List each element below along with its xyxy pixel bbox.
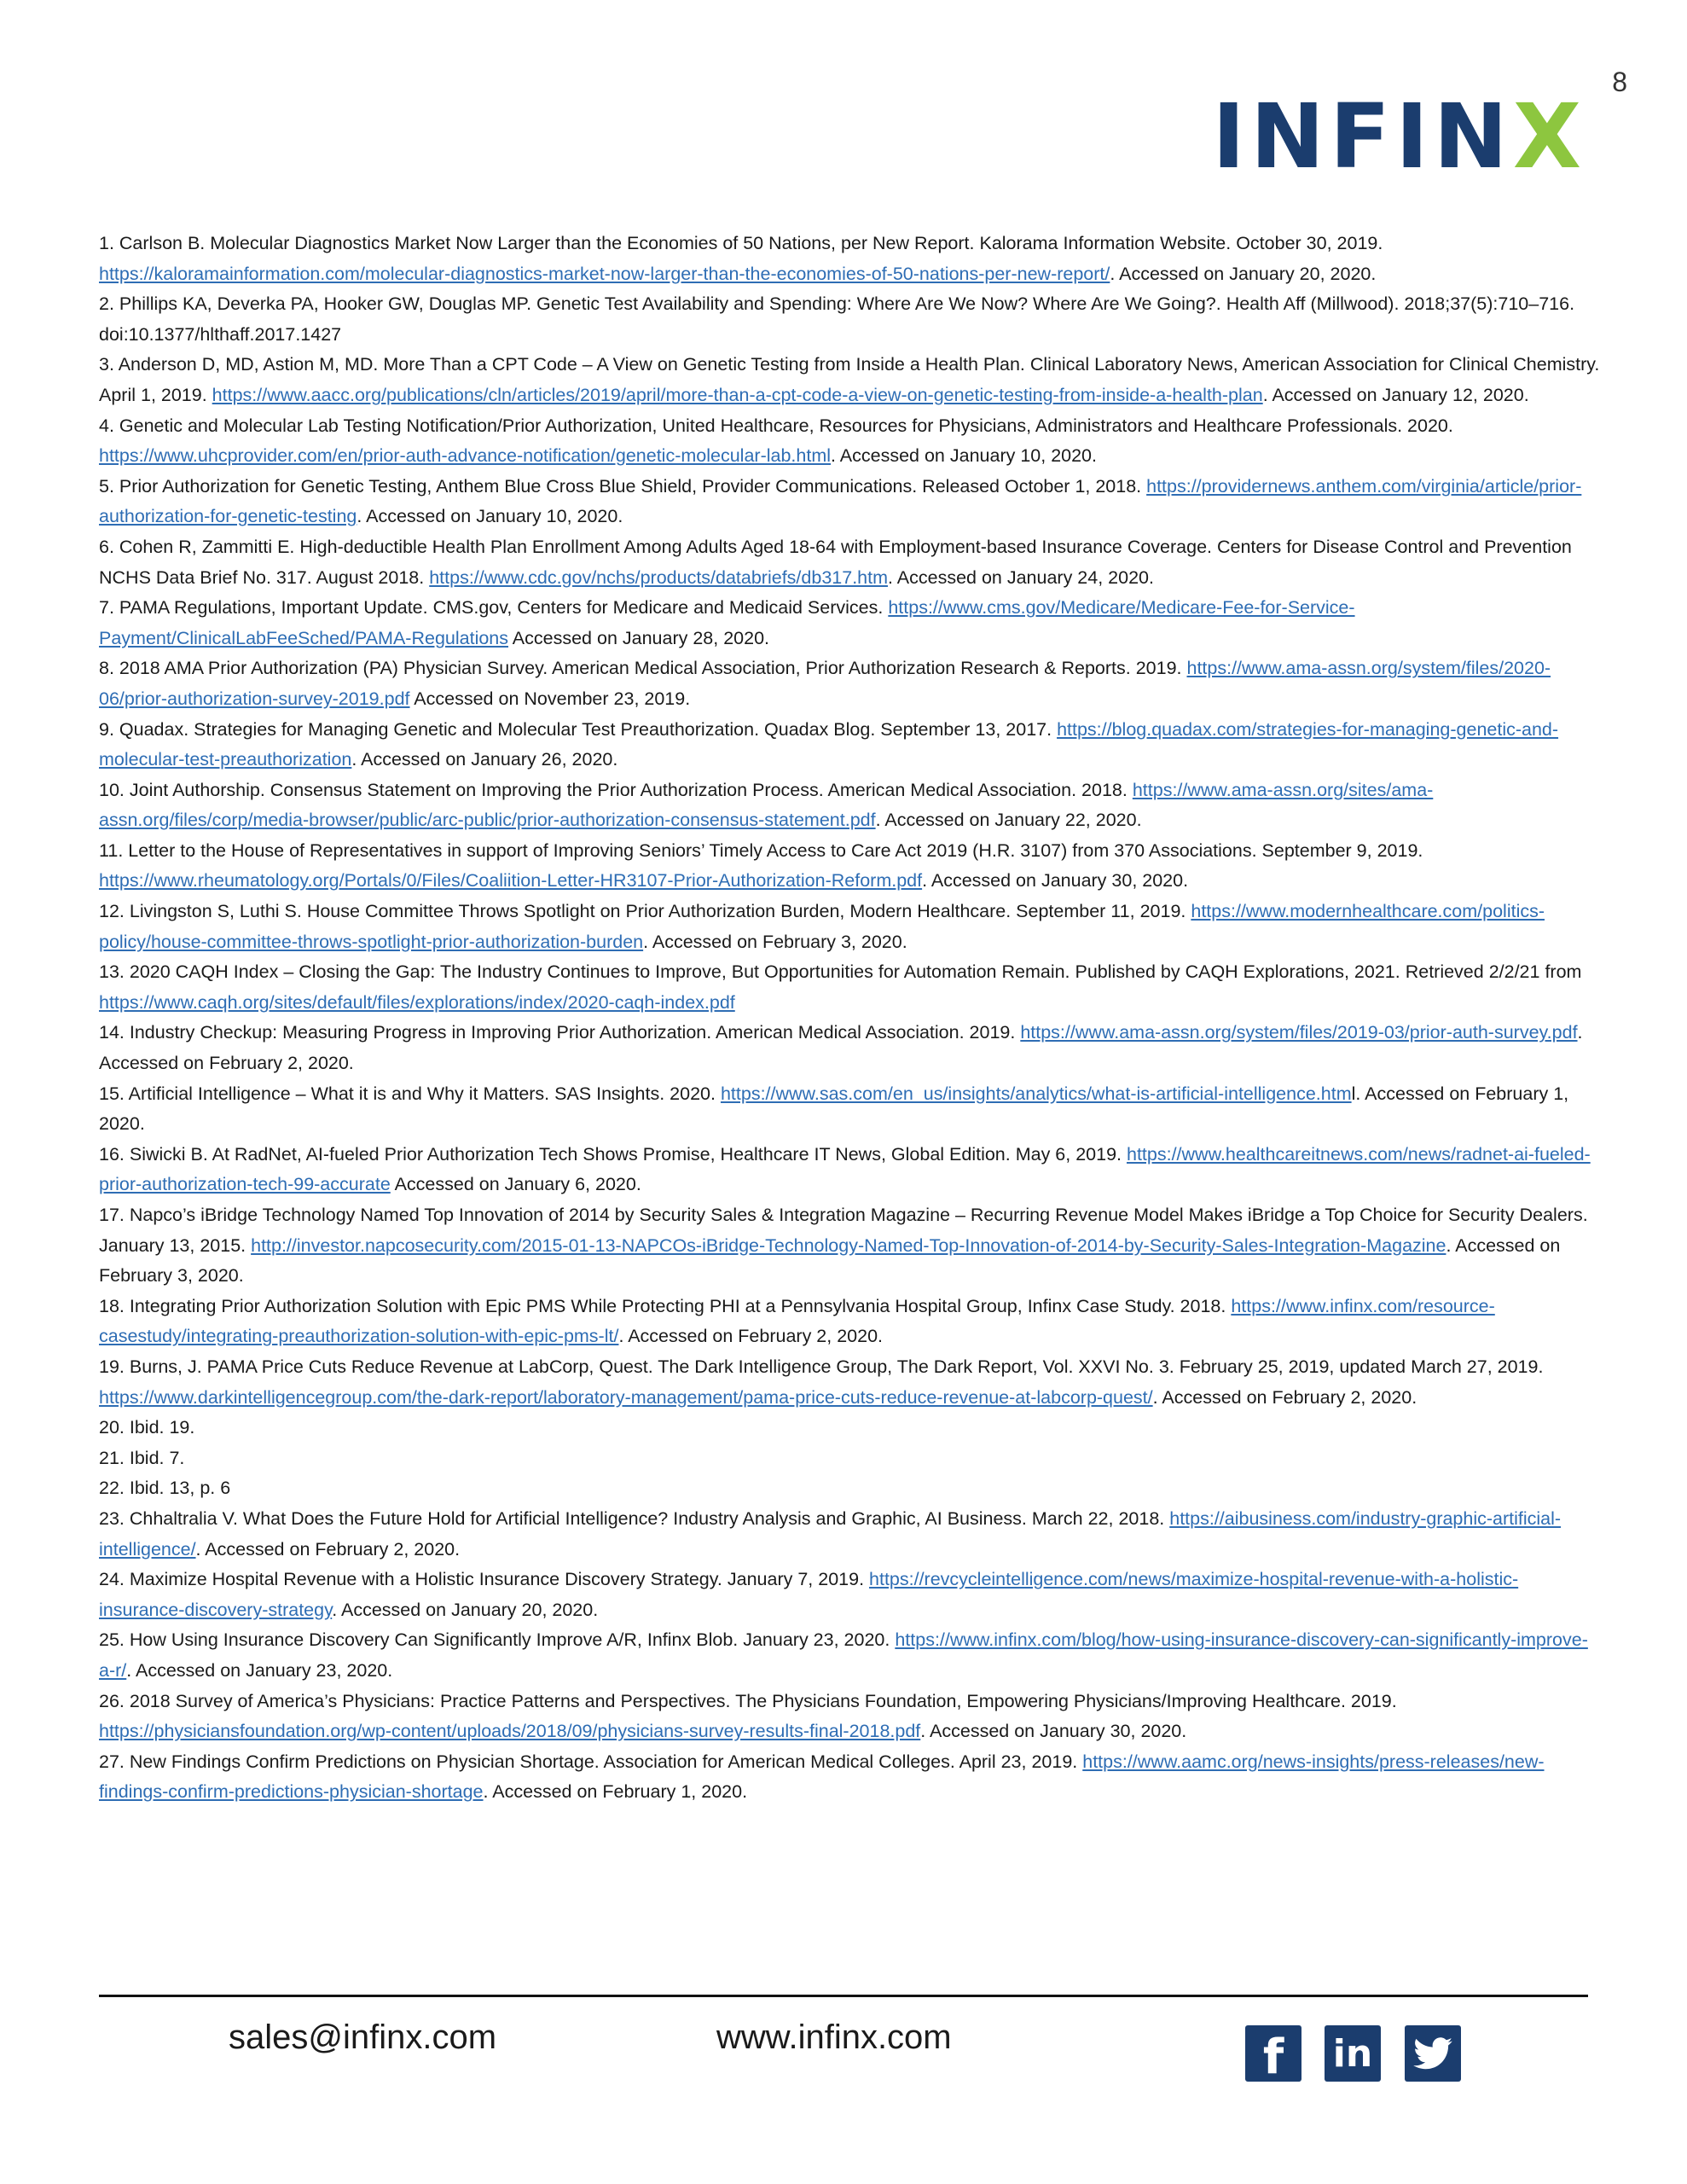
reference-item [99,1747,1600,1808]
reference-item [99,411,1600,472]
reference-item [99,289,1600,350]
reference-accessed: . Accessed on January 12, 2020. [1262,384,1529,405]
reference-text: 7. PAMA Regulations, Important Update. CMS.gov, Centers for Medicare and Medicaid Services. [99,597,889,619]
logo-main-text: INFIN [1212,84,1513,189]
linkedin-glyph: in [1332,2031,1373,2076]
reference-text: 11. Letter to the House of Representatives in support of Improving Seniors’ Timely Access to Care Act 2019 (H.R. 3107) from 370 Associations. September 9, 2019. [99,839,1423,861]
reference-item [99,1352,1600,1413]
reference-text: 19. Burns, J. PAMA Price Cuts Reduce Revenue at LabCorp, Quest. The Dark Intelligence Group, The Dark Report, Vol. XXVI No. 3. February 25, 2019, updated March 27, 2019. [99,1356,1544,1377]
reference-text: 14. Industry Checkup: Measuring Progress in Improving Prior Authorization. American Medical Association. 2019. [99,1022,1021,1043]
reference-link[interactable]: https://aibusiness.com/industry-graphic-artificial-intelligence/ [99,1507,1562,1560]
reference-link[interactable]: https://www.cms.gov/Medicare/Medicare-Fee-for-Service-Payment/ClinicalLabFeeSched/PAMA-Regulations [99,597,1355,648]
reference-item [99,1625,1600,1686]
infinx-logo [1212,84,1586,189]
reference-link[interactable]: https://www.rheumatology.org/Portals/0/Files/Coaliition-Letter-HR3107-Prior-Authorization-Reform.pdf [99,870,923,892]
reference-accessed: Accessed on January 6, 2020. [390,1174,641,1195]
reference-link[interactable]: https://www.infinx.com/resource-casestudy/integrating-preauthorization-solution-with-epic-pms-lt/ [99,1295,1495,1347]
footer-email[interactable]: sales@infinx.com [229,2018,497,2056]
reference-link[interactable]: https://physiciansfoundation.org/wp-content/uploads/2018/09/physicians-survey-results-final-2018.pdf [99,1721,921,1742]
reference-item [99,836,1600,897]
reference-text: 27. New Findings Confirm Predictions on Physician Shortage. Association for American Medical Colleges. April 23, 2019. [99,1751,1083,1772]
reference-text: 16. Siwicki B. At RadNet, AI-fueled Prior Authorization Tech Shows Promise, Healthcare IT News, Global Edition. May 6, 2019. [99,1143,1127,1165]
reference-accessed: l. Accessed on February 1, 2020. [99,1083,1569,1135]
reference-item [99,1687,1600,1747]
reference-accessed: . Accessed on February 3, 2020. [643,931,907,952]
reference-item [99,1292,1600,1352]
reference-accessed: . Accessed on February 1, 2020. [483,1781,748,1803]
reference-item [99,1200,1600,1292]
facebook-glyph: f [1262,2029,1284,2085]
reference-text: 1. Carlson B. Molecular Diagnostics Market Now Larger than the Economies of 50 Nations, per New Report. Kalorama Information Website. October 30, 2019. [99,233,1383,253]
footer-divider [99,1995,1588,1997]
reference-accessed: . Accessed on February 2, 2020. [618,1326,883,1347]
reference-item [99,472,1600,532]
logo-accent-text: X [1512,84,1586,189]
reference-link[interactable]: https://www.infinx.com/blog/how-using-insurance-discovery-can-significantly-improve-a-r/ [99,1629,1588,1681]
reference-accessed: . Accessed on February 3, 2020. [99,1234,1561,1287]
reference-text: 23. Chhaltralia V. What Does the Future Hold for Artificial Intelligence? Industry Analysis and Graphic, AI Business. March 22, 2018. [99,1507,1170,1529]
reference-item [99,653,1600,714]
reference-accessed: . Accessed on January 26, 2020. [351,749,618,770]
reference-text: 9. Quadax. Strategies for Managing Genetic and Molecular Test Preauthorization. Quadax Blog. September 13, 2017. [99,718,1058,740]
reference-link[interactable]: https://revcycleintelligence.com/news/maximize-hospital-revenue-with-a-holistic-insurance-discovery-strategy [99,1569,1519,1620]
reference-text: 15. Artificial Intelligence – What it is and Why it Matters. SAS Insights. 2020. [99,1083,721,1104]
reference-accessed: . Accessed on February 2, 2020. [195,1538,461,1560]
reference-text: 18. Integrating Prior Authorization Solution with Epic PMS While Protecting PHI at a Pennsylvania Hospital Group, Infinx Case Study. 2018. [99,1295,1232,1316]
references-list [99,229,1600,1808]
reference-text: 21. Ibid. 7. [99,1447,185,1468]
reference-text: 10. Joint Authorship. Consensus Statement on Improving the Prior Authorization Process. American Medical Association. 2018. [99,779,1133,800]
reference-link[interactable]: https://www.ama-assn.org/sites/ama-assn.org/files/corp/media-browser/public/arc-public/prior-authorization-consensus-statement.pdf [99,779,1434,831]
reference-link[interactable]: http://investor.napcosecurity.com/2015-01-13-NAPCOs-iBridge-Technology-Named-Top-Innovation-of-2014-by-Security-Sales-Integration-Magazine [251,1234,1446,1256]
reference-accessed: Accessed on January 28, 2020. [508,627,770,648]
reference-text: 22. Ibid. 13, p. 6 [99,1478,231,1499]
reference-accessed: . Accessed on January 10, 2020. [357,506,623,527]
reference-link[interactable]: https://www.caqh.org/sites/default/files/explorations/index/2020-caqh-index.pdf [99,991,735,1013]
reference-text: 20. Ibid. 19. [99,1417,195,1438]
reference-link[interactable]: https://www.ama-assn.org/system/files/2020-06/prior-authorization-survey-2019.pdf [99,658,1551,709]
reference-item [99,532,1600,593]
reference-accessed: . Accessed on February 2, 2020. [1152,1386,1417,1408]
linkedin-icon[interactable] [1325,2025,1381,2082]
reference-item [99,593,1600,653]
reference-item [99,1079,1600,1140]
reference-item [99,897,1600,957]
reference-text: 3. Anderson D, MD, Astion M, MD. More Than a CPT Code – A View on Genetic Testing from Inside a Health Plan. Clinical Laboratory News, American Association for Clinical Chemistry. April 1, 2019. [99,354,1600,405]
reference-item [99,957,1600,1018]
reference-link[interactable]: https://providernews.anthem.com/virginia/article/prior-authorization-for-genetic-testing [99,475,1582,527]
reference-link[interactable]: https://www.healthcareitnews.com/news/radnet-ai-fueled-prior-authorization-tech-99-accurate [99,1143,1591,1195]
reference-text: 26. 2018 Survey of America’s Physicians: Practice Patterns and Perspectives. The Physicians Foundation, Empowering Physicians/Improving Healthcare. 2019. [99,1690,1397,1711]
reference-link[interactable]: https://www.modernhealthcare.com/politics-policy/house-committee-throws-spotlight-prior-authorization-burden [99,901,1545,952]
reference-accessed: . Accessed on January 23, 2020. [126,1659,393,1681]
reference-item [99,1565,1600,1625]
reference-text: 5. Prior Authorization for Genetic Testing, Anthem Blue Cross Blue Shield, Provider Communications. Released October 1, 2018. [99,475,1147,497]
reference-link[interactable]: https://www.aamc.org/news-insights/press-releases/new-findings-confirm-predictions-physician-shortage [99,1751,1545,1803]
reference-text: 24. Maximize Hospital Revenue with a Holistic Insurance Discovery Strategy. January 7, 2019. [99,1569,870,1590]
reference-link[interactable]: https://blog.quadax.com/strategies-for-managing-genetic-and-molecular-test-preauthorization [99,718,1559,770]
reference-accessed: . Accessed on February 2, 2020. [99,1022,1583,1074]
reference-item [99,1140,1600,1200]
reference-accessed: . Accessed on January 30, 2020. [920,1721,1187,1742]
reference-text: 2. Phillips KA, Deverka PA, Hooker GW, Douglas MP. Genetic Test Availability and Spending: Where Are We Now? Where Are We Going?. Health Aff (Millwood). 2018;37(5):710–716. doi:10.1377/hlthaff.2017.1427 [99,293,1575,345]
reference-item [99,1018,1600,1078]
reference-accessed: . Accessed on January 20, 2020. [1110,263,1377,284]
reference-accessed: . Accessed on January 24, 2020. [888,566,1154,588]
facebook-icon[interactable] [1245,2025,1301,2085]
reference-link[interactable]: https://www.uhcprovider.com/en/prior-auth-advance-notification/genetic-molecular-lab.html [99,445,832,467]
reference-item [99,1413,1600,1443]
reference-item [99,775,1600,836]
reference-accessed: . Accessed on January 30, 2020. [922,870,1189,892]
reference-item [99,1473,1600,1504]
reference-text: 12. Livingston S, Luthi S. House Committee Throws Spotlight on Prior Authorization Burden, Modern Healthcare. September 11, 2019. [99,901,1191,922]
reference-text: 17. Napco’s iBridge Technology Named Top Innovation of 2014 by Security Sales & Integration Magazine – Recurring Revenue Model Makes iBridge a Top Choice for Security Dealers. January 13, 2015. [99,1205,1588,1256]
twitter-bird-shape [1413,2037,1452,2070]
reference-text: 13. 2020 CAQH Index – Closing the Gap: The Industry Continues to Improve, But Opportunities for Automation Remain. Published by CAQH Explorations, 2021. Retrieved 2/2/21 from [99,961,1582,983]
reference-item [99,1443,1600,1474]
reference-item [99,350,1600,410]
reference-accessed: Accessed on November 23, 2019. [409,688,691,709]
reference-item [99,229,1600,289]
reference-accessed: . Accessed on January 22, 2020. [875,810,1142,831]
reference-text: 25. How Using Insurance Discovery Can Significantly Improve A/R, Infinx Blob. January 23, 2020. [99,1629,896,1651]
reference-link[interactable]: https://kaloramainformation.com/molecular-diagnostics-market-now-larger-than-the-economies-of-50-nations-per-new-report/ [99,263,1110,284]
reference-link[interactable]: https://www.aacc.org/publications/cln/articles/2019/april/more-than-a-cpt-code-a-view-on-genetic-testing-from-inside-a-health-plan [212,384,1263,405]
reference-item [99,1504,1600,1565]
footer-website[interactable]: www.infinx.com [716,2018,952,2056]
reference-link[interactable]: https://www.sas.com/en_us/insights/analytics/what-is-artificial-intelligence.htm [720,1083,1352,1104]
reference-text: 6. Cohen R, Zammitti E. High-deductible Health Plan Enrollment Among Adults Aged 18-64 with Employment-based Insurance Coverage. Centers for Disease Control and Prevention NCHS Data Brief No. 317. August 2018. [99,536,1572,588]
reference-text: 8. 2018 AMA Prior Authorization (PA) Physician Survey. American Medical Association, Prior Authorization Research & Reports. 2019. [99,658,1187,679]
reference-link[interactable]: https://www.cdc.gov/nchs/products/databriefs/db317.htm [429,566,889,588]
reference-item [99,715,1600,775]
reference-text: 4. Genetic and Molecular Lab Testing Notification/Prior Authorization, United Healthcare, Resources for Physicians, Administrators and Healthcare Professionals. 2020. [99,415,1453,436]
reference-accessed: . Accessed on January 10, 2020. [831,445,1097,467]
reference-link[interactable]: https://www.darkintelligencegroup.com/the-dark-report/laboratory-management/pama-price-cuts-reduce-revenue-at-labcorp-quest/ [99,1386,1153,1408]
reference-accessed: . Accessed on January 20, 2020. [332,1599,599,1620]
reference-link[interactable]: https://www.ama-assn.org/system/files/2019-03/prior-auth-survey.pdf [1020,1022,1578,1043]
page-number: 8 [1612,67,1627,97]
twitter-icon[interactable] [1405,2025,1461,2082]
